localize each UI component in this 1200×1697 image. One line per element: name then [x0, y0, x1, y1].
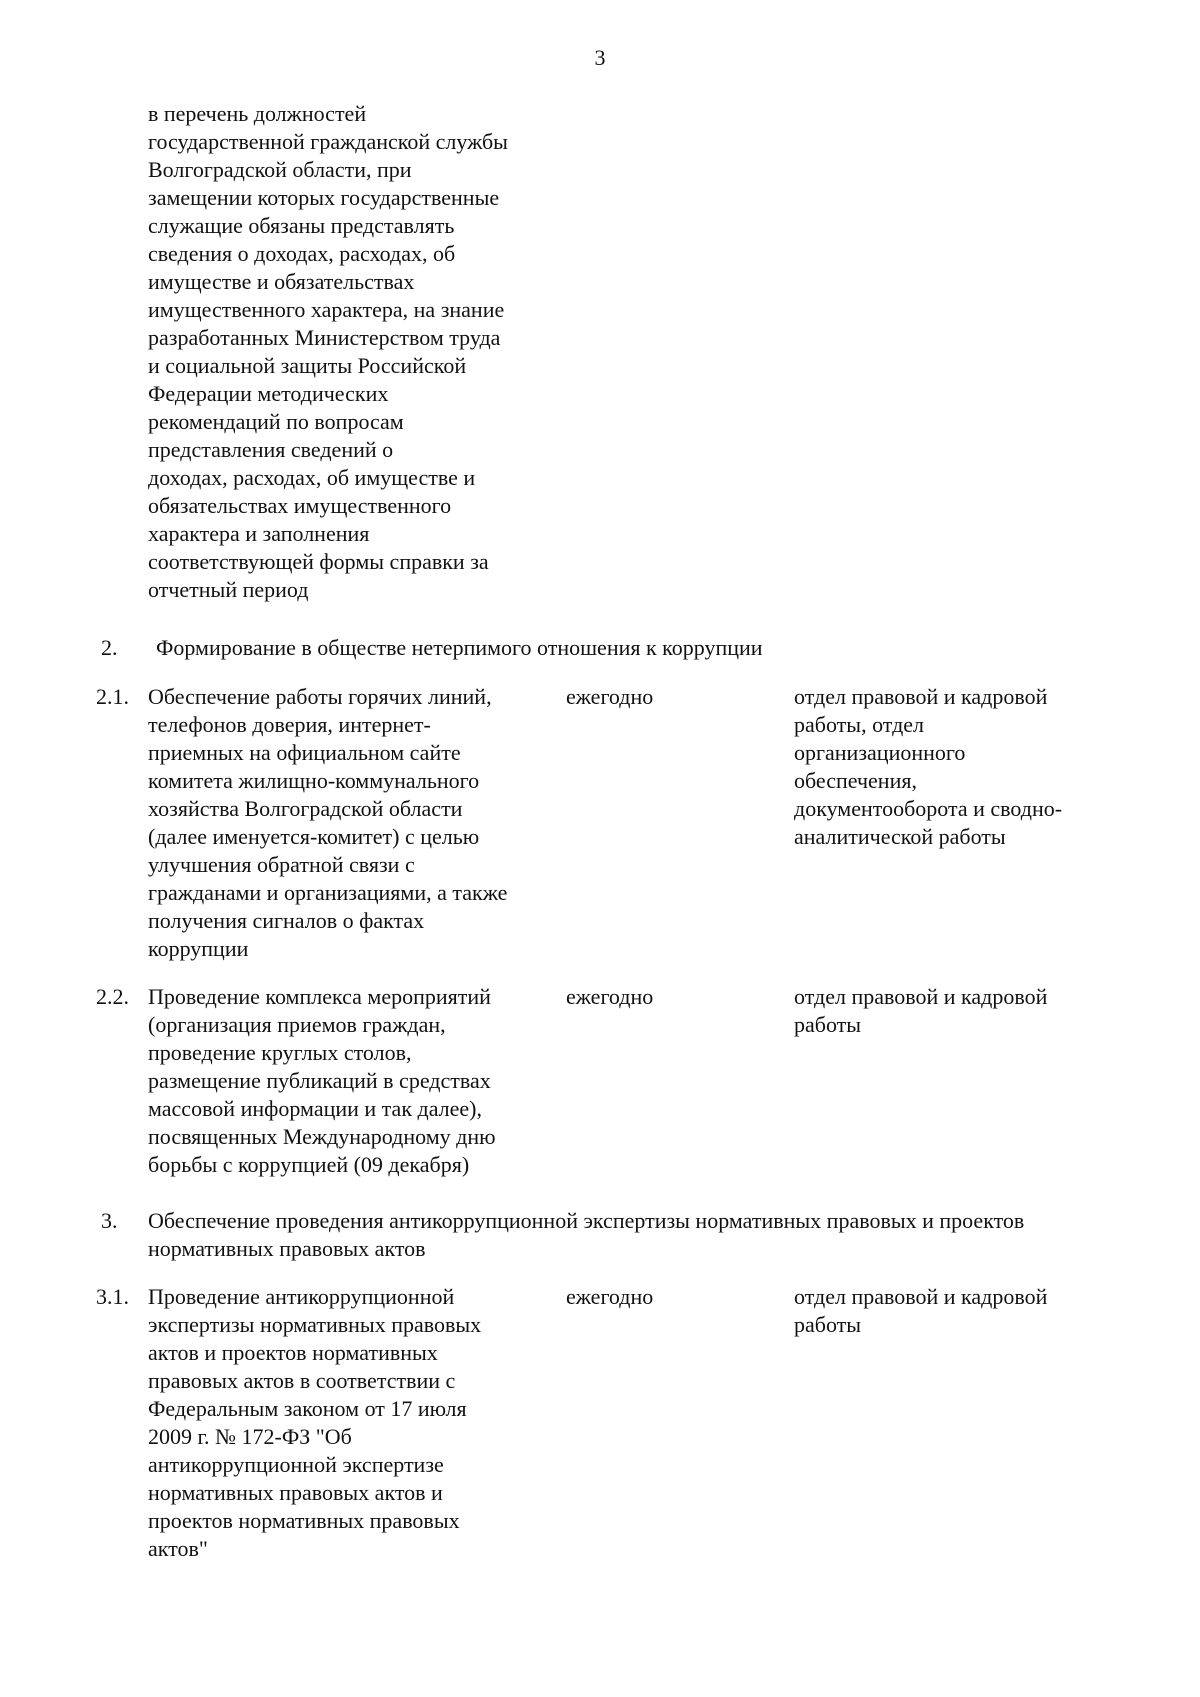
item-responsible: отдел правовой и кадровой работы, отдел организационного обеспечения, документооборота и сводно- аналитической работы	[794, 684, 1063, 849]
item-description: Проведение антикоррупционной экспертизы нормативных правовых актов и проектов нормативных правовых актов в соответствии с Федеральным законом от 17 июля 2009 г. № 172-ФЗ "Об антикоррупционной экспертизе нормативных правовых актов и проектов нормативных правовых актов"	[148, 1284, 482, 1561]
item-description: Обеспечение работы горячих линий, телефонов доверия, интернет- приемных на официальном сайте комитета жилищно-коммунального хозяйства Волгоградской области (далее именуется-комитет) с целью улучшения обратной связи с гражданами и организациями, а также получения сигналов о фактах коррупции	[148, 684, 508, 961]
page-number: 3	[594, 45, 606, 70]
item-responsible: отдел правовой и кадровой работы	[794, 984, 1048, 1037]
item-description: Проведение комплекса мероприятий (организация приемов граждан, проведение круглых столов, размещение публикаций в средствах массовой информации и так далее), посвященных Международному дню борьбы с коррупцией (09 декабря)	[148, 984, 496, 1177]
section-number: 2.	[101, 635, 118, 660]
item-deadline: ежегодно	[566, 684, 654, 709]
item-number: 2.1.	[96, 684, 129, 709]
section-number: 3.	[101, 1208, 118, 1233]
item-number: 2.2.	[96, 984, 129, 1009]
item-responsible: отдел правовой и кадровой работы	[794, 1284, 1048, 1337]
item-deadline: ежегодно	[566, 1284, 654, 1309]
continued-item-description: в перечень должностей государственной гражданской службы Волгоградской области, при замещении которых государственные служащие обязаны представлять сведения о доходах, расходах, об имуществе и обязательствах имущественного характера, на знание разработанных Министерством труда и социальной защиты Российской Федерации методических рекомендаций по вопросам представления сведений о доходах, расходах, об имуществе и обязательствах имущественного характера и заполнения соответствующей формы справки за отчетный период	[148, 101, 508, 602]
section-title: Обеспечение проведения антикоррупционной экспертизы нормативных правовых и проектов нормативных правовых актов	[148, 1208, 1025, 1261]
item-number: 3.1.	[96, 1284, 129, 1309]
section-title: Формирование в обществе нетерпимого отношения к коррупции	[156, 635, 763, 660]
item-deadline: ежегодно	[566, 984, 654, 1009]
